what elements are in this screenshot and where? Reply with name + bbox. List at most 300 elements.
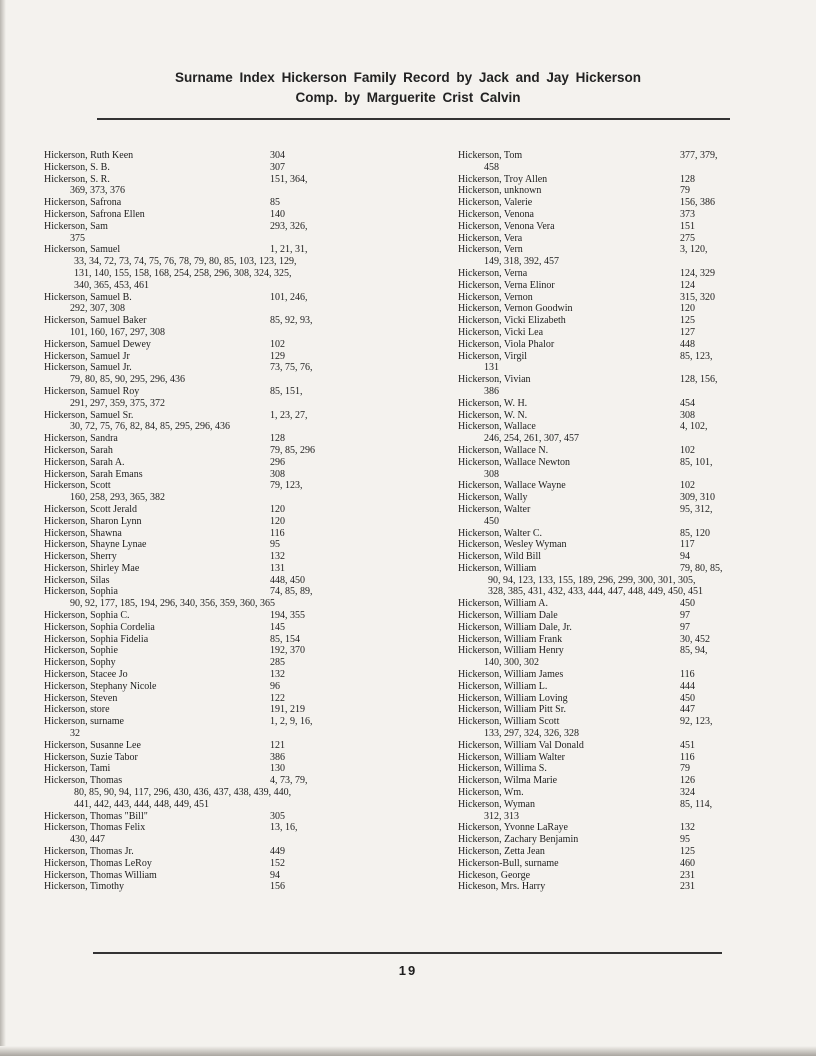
entry-name: Hickerson, Vernon Goodwin <box>458 303 573 315</box>
entry-pages: 377, 379, <box>680 150 718 161</box>
entry-pages: 79, 80, 85, <box>680 562 723 574</box>
entry-pages-continued: 33, 34, 72, 73, 74, 75, 76, 78, 79, 80, 85, 103, 123, 129, <box>74 256 297 268</box>
entry-name: Hickerson, William A. <box>458 598 548 610</box>
index-entry <box>44 704 374 716</box>
entry-pages: 102 <box>680 444 695 456</box>
entry-name: Hickerson, Suzie Tabor <box>44 751 138 763</box>
entry-pages: 448, 450 <box>270 574 305 586</box>
index-entry <box>458 339 738 351</box>
entry-name: Hickerson, Samuel <box>44 244 121 256</box>
index-entry <box>458 799 738 823</box>
entry-name: Hickerson, Wallace <box>458 421 536 433</box>
index-entry <box>44 209 374 221</box>
entry-name: Hickerson, Silas <box>44 574 110 586</box>
index-entry <box>458 669 738 681</box>
index-entry <box>458 787 738 799</box>
index-entry <box>458 858 738 870</box>
entry-pages-continued: 441, 442, 443, 444, 448, 449, 451 <box>74 798 209 810</box>
index-entry <box>458 244 738 268</box>
entry-pages: 151 <box>680 220 695 232</box>
entry-name: Hickerson, Sharon Lynn <box>44 515 142 527</box>
entry-pages-continued: 133, 297, 324, 326, 328 <box>484 728 579 740</box>
entry-name: Hickerson, Wallace Newton <box>458 456 571 468</box>
entry-pages: 116 <box>270 527 285 539</box>
index-entry <box>44 586 374 610</box>
entry-name: Hickerson, Zachary Benjamin <box>458 834 579 846</box>
index-entry <box>44 881 374 893</box>
entry-pages: 145 <box>270 621 285 633</box>
entry-name: Hickerson, William Henry <box>458 645 564 657</box>
entry-pages-continued: 328, 385, 431, 432, 433, 444, 447, 448, 449, 450, 451 <box>488 586 703 598</box>
entry-name: Hickerson, Sophia Cordelia <box>44 621 155 633</box>
index-entry <box>458 528 738 540</box>
entry-pages: 101, 246, <box>270 291 308 303</box>
entry-name: Hickerson, Wally <box>458 492 528 504</box>
entry-pages: 73, 75, 76, <box>270 362 313 374</box>
entry-pages: 307 <box>270 161 285 173</box>
entry-pages: 324 <box>680 787 695 799</box>
entry-pages: 450 <box>680 692 695 704</box>
entry-pages-continued: 375 <box>70 232 85 244</box>
index-entry <box>458 457 738 481</box>
entry-pages: 116 <box>680 751 695 763</box>
entry-name: Hickerson, unknown <box>458 185 542 197</box>
entry-pages: 192, 370 <box>270 645 305 657</box>
entry-pages: 128, 156, <box>680 374 718 386</box>
entry-pages: 285 <box>270 657 285 669</box>
entry-pages: 304 <box>270 150 285 161</box>
entry-pages: 309, 310 <box>680 492 715 504</box>
entry-name: Hickerson, Thomas "Bill" <box>44 810 148 822</box>
index-entry <box>458 280 738 292</box>
index-entry <box>44 150 374 162</box>
entry-name: Hickerson, William James <box>458 669 564 681</box>
entry-pages: 95, 312, <box>680 503 713 515</box>
index-entry <box>458 716 738 740</box>
entry-name: Hickerson, Samuel Baker <box>44 315 147 327</box>
entry-pages: 120 <box>270 503 285 515</box>
entry-pages: 1, 23, 27, <box>270 409 308 421</box>
index-entry <box>458 881 738 893</box>
index-entry <box>458 221 738 233</box>
index-entry <box>44 351 374 363</box>
index-entry <box>458 410 738 422</box>
entry-pages-continued: 430, 447 <box>70 834 105 846</box>
entry-pages-continued: 140, 300, 302 <box>484 657 539 669</box>
entry-pages-continued: 386 <box>484 385 499 397</box>
entry-pages: 450 <box>680 598 695 610</box>
entry-pages: 308 <box>680 409 695 421</box>
page-edge-shadow-left <box>0 0 6 1056</box>
entry-name: Hickerson, Walter C. <box>458 527 542 539</box>
entry-name: Hickerson, Sarah <box>44 444 113 456</box>
index-entry <box>458 445 738 457</box>
entry-pages-continued: 340, 365, 453, 461 <box>74 279 149 291</box>
page-number: 19 <box>398 963 418 978</box>
entry-name: Hickerson, Verna Elinor <box>458 279 555 291</box>
index-entry <box>44 775 374 810</box>
entry-name: Hickerson, William Val Donald <box>458 739 584 751</box>
entry-pages: 460 <box>680 857 695 869</box>
index-entry <box>44 516 374 528</box>
index-entry <box>44 433 374 445</box>
entry-pages: 121 <box>270 739 285 751</box>
entry-name: Hickerson, Stacee Jo <box>44 669 128 681</box>
entry-name: Hickerson, Vivian <box>458 374 531 386</box>
entry-pages: 373 <box>680 208 695 220</box>
entry-pages: 79, 85, 296 <box>270 444 315 456</box>
entry-pages: 120 <box>680 303 695 315</box>
entry-pages: 124, 329 <box>680 267 715 279</box>
entry-pages: 85, 114, <box>680 798 713 810</box>
entry-name: Hickerson, Vicki Elizabeth <box>458 315 566 327</box>
entry-pages: 275 <box>680 232 695 244</box>
index-entry <box>458 398 738 410</box>
index-entry <box>44 528 374 540</box>
entry-pages: 231 <box>680 869 695 881</box>
index-entry <box>44 504 374 516</box>
entry-pages: 95 <box>680 834 690 846</box>
index-entry <box>458 303 738 315</box>
entry-pages-continued: 101, 160, 167, 297, 308 <box>70 326 165 338</box>
entry-pages: 1, 21, 31, <box>270 244 308 256</box>
entry-name: Hickerson, Samuel Sr. <box>44 409 134 421</box>
entry-name: Hickerson, Tami <box>44 763 111 775</box>
entry-name: Hickerson, William Loving <box>458 692 568 704</box>
index-entry <box>44 846 374 858</box>
entry-pages: 296 <box>270 456 285 468</box>
entry-pages-continued: 90, 94, 123, 133, 155, 189, 296, 299, 300, 301, 305, <box>488 574 696 586</box>
index-entry <box>458 822 738 834</box>
entry-pages: 95 <box>270 539 280 551</box>
entry-pages: 85 <box>270 197 280 209</box>
index-column-left <box>44 150 374 893</box>
entry-name: Hickerson, Troy Allen <box>458 173 548 185</box>
entry-name: Hickerson, W. H. <box>458 397 528 409</box>
entry-pages: 130 <box>270 763 285 775</box>
entry-pages-continued: 149, 318, 392, 457 <box>484 256 559 268</box>
index-entry <box>44 197 374 209</box>
index-entry <box>458 551 738 563</box>
index-entry <box>44 539 374 551</box>
entry-name: Hickerson, Wilma Marie <box>458 775 558 787</box>
entry-name: Hickerson, Sophia <box>44 586 118 598</box>
index-entry <box>44 362 374 386</box>
index-entry <box>458 292 738 304</box>
entry-name: Hickerson, Scott <box>44 480 111 492</box>
entry-pages-continued: 312, 313 <box>484 810 519 822</box>
entry-name: Hickerson, Sam <box>44 220 108 232</box>
index-entry <box>44 315 374 339</box>
entry-pages: 386 <box>270 751 285 763</box>
entry-name: Hickerson, Sarah A. <box>44 456 125 468</box>
index-entry <box>458 834 738 846</box>
entry-pages: 128 <box>270 433 285 445</box>
entry-name: Hickerson, Samuel B. <box>44 291 132 303</box>
entry-pages: 96 <box>270 680 280 692</box>
index-entry <box>458 174 738 186</box>
index-entry <box>44 763 374 775</box>
entry-pages: 85, 92, 93, <box>270 315 313 327</box>
index-entry <box>458 197 738 209</box>
entry-name: Hickerson, Susanne Lee <box>44 739 141 751</box>
index-entry <box>458 421 738 445</box>
index-entry <box>44 622 374 634</box>
entry-name: Hickerson, Wallace Wayne <box>458 480 566 492</box>
entry-pages: 79 <box>680 763 690 775</box>
entry-name: Hickerson, Shirley Mae <box>44 562 140 574</box>
entry-pages: 125 <box>680 315 695 327</box>
header-title-line2: Comp. by Marguerite Crist Calvin <box>295 90 521 105</box>
index-entry <box>458 209 738 221</box>
index-entry <box>458 693 738 705</box>
index-entry <box>44 386 374 410</box>
entry-pages: 191, 219 <box>270 704 305 716</box>
entry-pages: 231 <box>680 881 695 893</box>
entry-name: Hickerson, Yvonne LaRaye <box>458 822 568 834</box>
entry-pages: 85, 94, <box>680 645 708 657</box>
entry-name: Hickerson, Wm. <box>458 787 524 799</box>
entry-name: Hickerson, Safrona Ellen <box>44 208 145 220</box>
entry-pages: 449 <box>270 846 285 858</box>
index-entry <box>458 846 738 858</box>
entry-name: Hickerson, Sophia Fidelia <box>44 633 149 645</box>
footer-divider <box>93 952 722 954</box>
index-entry <box>458 150 738 174</box>
entry-pages-continued: 79, 80, 85, 90, 295, 296, 436 <box>70 374 185 386</box>
entry-name: Hickerson, S. B. <box>44 161 110 173</box>
entry-pages: 85, 154 <box>270 633 300 645</box>
entry-pages: 128 <box>680 173 695 185</box>
index-entry <box>44 681 374 693</box>
entry-pages: 140 <box>270 208 285 220</box>
entry-pages: 92, 123, <box>680 716 713 728</box>
entry-pages: 156, 386 <box>680 197 715 209</box>
page-edge-shadow-bottom <box>0 1046 816 1056</box>
index-entry <box>458 645 738 669</box>
index-entry <box>44 244 374 291</box>
entry-pages: 85, 101, <box>680 456 713 468</box>
entry-name: Hickerson, Venona Vera <box>458 220 555 232</box>
entry-pages-continued: 458 <box>484 161 499 173</box>
entry-name: Hickerson, William Pitt Sr. <box>458 704 567 716</box>
entry-pages: 74, 85, 89, <box>270 586 313 598</box>
entry-pages-continued: 32 <box>70 728 80 740</box>
entry-name: Hickerson, Zetta Jean <box>458 846 545 858</box>
index-entry <box>44 669 374 681</box>
entry-pages: 151, 364, <box>270 173 308 185</box>
entry-pages-continued: 131 <box>484 362 499 374</box>
entry-name: Hickerson, Shawna <box>44 527 122 539</box>
entry-pages-continued: 90, 92, 177, 185, 194, 296, 340, 356, 359, 360, 365 <box>70 598 275 610</box>
entry-pages: 125 <box>680 846 695 858</box>
entry-name: Hickerson, Sarah Emans <box>44 468 143 480</box>
entry-pages: 4, 73, 79, <box>270 775 308 787</box>
index-entry <box>44 457 374 469</box>
entry-name: Hickerson, William L. <box>458 680 548 692</box>
entry-name: Hickerson, Sophia C. <box>44 610 130 622</box>
entry-pages-continued: 308 <box>484 468 499 480</box>
entry-name: Hickerson, Viola Phalor <box>458 338 555 350</box>
entry-name: Hickerson, Vern <box>458 244 523 256</box>
entry-pages-continued: 80, 85, 90, 94, 117, 296, 430, 436, 437, 438, 439, 440, <box>74 787 292 799</box>
index-entry <box>44 575 374 587</box>
index-entry <box>458 315 738 327</box>
index-entry <box>44 563 374 575</box>
entry-pages: 444 <box>680 680 695 692</box>
entry-pages: 448 <box>680 338 695 350</box>
entry-name: Hickerson, store <box>44 704 110 716</box>
index-entry <box>458 763 738 775</box>
entry-pages: 131 <box>270 562 285 574</box>
index-entry <box>458 598 738 610</box>
entry-pages: 454 <box>680 397 695 409</box>
entry-name: Hickerson, Safrona <box>44 197 122 209</box>
entry-pages: 124 <box>680 279 695 291</box>
entry-pages: 126 <box>680 775 695 787</box>
entry-pages: 447 <box>680 704 695 716</box>
entry-pages-continued: 291, 297, 359, 375, 372 <box>70 397 165 409</box>
entry-name: Hickerson, Sherry <box>44 551 117 563</box>
index-entry <box>44 221 374 245</box>
index-entry <box>44 551 374 563</box>
entry-name: Hickerson, Vera <box>458 232 523 244</box>
index-entry <box>458 374 738 398</box>
index-entry <box>458 681 738 693</box>
entry-name: Hickerson, Vicki Lea <box>458 326 544 338</box>
index-entry <box>44 811 374 823</box>
entry-pages: 122 <box>270 692 285 704</box>
entry-pages: 97 <box>680 621 690 633</box>
entry-name: Hickerson, Samuel Jr. <box>44 362 132 374</box>
index-entry <box>458 870 738 882</box>
entry-pages: 79, 123, <box>270 480 303 492</box>
index-entry <box>44 410 374 434</box>
entry-pages: 451 <box>680 739 695 751</box>
index-entry <box>458 634 738 646</box>
index-entry <box>44 469 374 481</box>
entry-name: Hickerson, Steven <box>44 692 118 704</box>
entry-pages: 85, 120 <box>680 527 710 539</box>
entry-name: Hickerson, William Dale <box>458 610 558 622</box>
index-entry <box>44 693 374 705</box>
entry-name: Hickerson, surname <box>44 716 124 728</box>
entry-pages: 132 <box>270 551 285 563</box>
header-divider <box>97 118 730 120</box>
entry-name: Hickerson, Venona <box>458 208 534 220</box>
index-entry <box>458 480 738 492</box>
index-entry <box>458 775 738 787</box>
entry-name: Hickerson, Stephany Nicole <box>44 680 157 692</box>
entry-name: Hickerson, Sandra <box>44 433 118 445</box>
entry-pages: 315, 320 <box>680 291 715 303</box>
entry-pages-continued: 246, 254, 261, 307, 457 <box>484 433 579 445</box>
index-entry <box>458 504 738 528</box>
entry-pages: 1, 2, 9, 16, <box>270 716 313 728</box>
entry-name: Hickerson, Thomas LeRoy <box>44 857 152 869</box>
entry-name: Hickerson, W. N. <box>458 409 528 421</box>
entry-pages: 94 <box>680 551 690 563</box>
header-title-line1: Surname Index Hickerson Family Record by Jack and Jay Hickerson <box>175 70 641 85</box>
entry-name: Hickeson, Mrs. Harry <box>458 881 546 893</box>
index-entry <box>458 268 738 280</box>
entry-pages: 4, 102, <box>680 421 708 433</box>
index-entry <box>458 492 738 504</box>
index-entry <box>44 480 374 504</box>
entry-name: Hickerson, Samuel Dewey <box>44 338 151 350</box>
index-entry <box>458 351 738 375</box>
entry-pages: 116 <box>680 669 695 681</box>
entry-pages: 308 <box>270 468 285 480</box>
index-entry <box>458 233 738 245</box>
index-entry <box>44 634 374 646</box>
entry-name: Hickerson, Ruth Keen <box>44 150 134 161</box>
entry-name: Hickerson, Virgil <box>458 350 528 362</box>
entry-pages-continued: 30, 72, 75, 76, 82, 84, 85, 295, 296, 436 <box>70 421 230 433</box>
index-entry <box>458 610 738 622</box>
index-entry <box>44 339 374 351</box>
entry-name: Hickerson, Vernon <box>458 291 533 303</box>
index-entry <box>458 752 738 764</box>
entry-name: Hickerson, Valerie <box>458 197 533 209</box>
index-entry <box>458 704 738 716</box>
entry-name: Hickerson, Sophie <box>44 645 118 657</box>
index-entry <box>44 292 374 316</box>
entry-pages-continued: 292, 307, 308 <box>70 303 125 315</box>
entry-name: Hickerson, Wesley Wyman <box>458 539 567 551</box>
index-entry <box>44 610 374 622</box>
index-column-right <box>458 150 738 893</box>
entry-pages: 132 <box>680 822 695 834</box>
entry-name: Hickerson, Samuel Jr <box>44 350 130 362</box>
entry-name: Hickerson-Bull, surname <box>458 857 559 869</box>
entry-name: Hickerson, Walter <box>458 503 531 515</box>
entry-name: Hickerson, Sophy <box>44 657 116 669</box>
index-entry <box>458 185 738 197</box>
entry-name: Hickerson, William Frank <box>458 633 563 645</box>
entry-name: Hickerson, William Scott <box>458 716 560 728</box>
entry-pages: 120 <box>270 515 285 527</box>
entry-pages: 156 <box>270 881 285 893</box>
entry-name: Hickerson, Thomas Felix <box>44 822 146 834</box>
entry-pages-continued: 131, 140, 155, 158, 168, 254, 258, 296, 308, 324, 325, <box>74 267 292 279</box>
entry-pages: 293, 326, <box>270 220 308 232</box>
entry-pages-continued: 160, 258, 293, 365, 382 <box>70 492 165 504</box>
entry-name: Hickerson, Wild Bill <box>458 551 542 563</box>
index-entry <box>458 740 738 752</box>
index-entry <box>458 622 738 634</box>
entry-pages-continued: 369, 373, 376 <box>70 185 125 197</box>
entry-pages: 3, 120, <box>680 244 708 256</box>
index-entry <box>458 327 738 339</box>
entry-name: Hickerson, S. R. <box>44 173 110 185</box>
entry-name: Hickerson, Shayne Lynae <box>44 539 147 551</box>
entry-name: Hickeson, George <box>458 869 531 881</box>
index-entry <box>44 445 374 457</box>
entry-pages: 79 <box>680 185 690 197</box>
entry-pages: 30, 452 <box>680 633 710 645</box>
entry-pages-continued: 450 <box>484 515 499 527</box>
index-entry <box>458 563 738 598</box>
entry-pages: 94 <box>270 869 280 881</box>
index-entry <box>44 657 374 669</box>
entry-pages: 85, 123, <box>680 350 713 362</box>
entry-name: Hickerson, Thomas Jr. <box>44 846 134 858</box>
entry-pages: 132 <box>270 669 285 681</box>
entry-name: Hickerson, Verna <box>458 267 528 279</box>
entry-name: Hickerson, Wyman <box>458 798 535 810</box>
entry-pages: 85, 151, <box>270 385 303 397</box>
